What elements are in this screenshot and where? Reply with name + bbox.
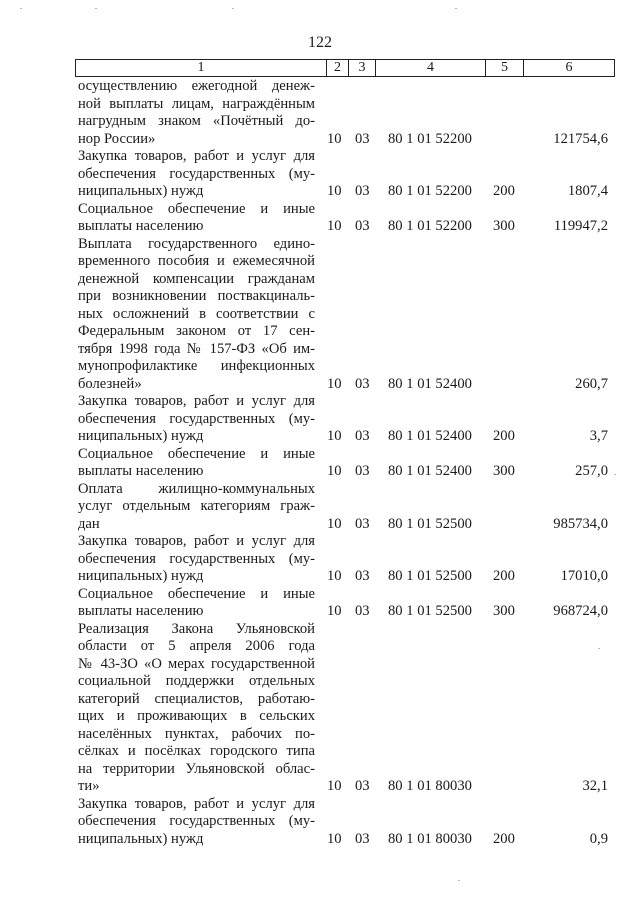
header-col-1: 1 — [76, 60, 327, 76]
target-item-code: 80 1 01 52200 — [388, 183, 472, 199]
description-line: выплаты населению — [78, 603, 204, 619]
subsection-code: 03 — [355, 463, 370, 479]
description-line: сёлках и посёлках городского типа — [78, 743, 315, 759]
description-line: Закупка товаров, работ и услуг для — [78, 795, 315, 812]
description-line: ниципальных) нужд — [78, 183, 204, 199]
scan-speck — [458, 880, 460, 881]
header-col-6: 6 — [565, 60, 573, 75]
description-line: Закупка товаров, работ и услуг для — [78, 393, 315, 409]
description-line: нор России» — [78, 130, 156, 147]
subsection-code: 03 — [355, 568, 370, 584]
description-line: ниципальных) нужд — [78, 568, 204, 584]
amount: 121754,6 — [553, 130, 608, 147]
description-line: мунопрофилактике инфекционных — [78, 358, 315, 374]
subsection-code: 03 — [355, 218, 370, 234]
description-line: Реализация Закона Ульяновской — [78, 620, 315, 637]
description-line: ных осложнений в соответствии с — [78, 305, 315, 322]
table-row — [78, 393, 608, 446]
target-item-code: 80 1 01 52200 — [388, 218, 472, 234]
header-col-3: 3 — [349, 60, 376, 76]
table-row — [78, 236, 608, 394]
amount: 32,1 — [582, 778, 608, 794]
target-item-code: 80 1 01 52500 — [388, 515, 472, 532]
target-item-code: 80 1 01 52200 — [388, 130, 472, 147]
description-line: тября 1998 года № 157-ФЗ «Об им- — [78, 340, 315, 357]
description-line: Федеральным законом от 17 сен- — [78, 323, 315, 339]
section-code: 10 — [327, 603, 342, 619]
section-code: 10 — [327, 183, 342, 199]
row-description — [78, 148, 315, 201]
expense-type-code: 200 — [493, 428, 515, 444]
target-item-code: 80 1 01 52500 — [388, 568, 472, 584]
description-line: обеспечения государственных (му- — [78, 165, 315, 182]
description-line: денежной компенсации гражданам — [78, 270, 315, 287]
scan-speck — [95, 8, 97, 9]
expense-type-code: 300 — [493, 603, 515, 619]
description-line: ной выплаты лицам, награждённым — [78, 95, 315, 112]
expense-type-code: 300 — [493, 218, 515, 234]
section-code: 10 — [327, 778, 342, 794]
table-row — [78, 201, 608, 236]
target-item-code: 80 1 01 52500 — [388, 603, 472, 619]
row-description — [78, 393, 315, 446]
table-row — [78, 78, 608, 148]
table-row — [78, 148, 608, 201]
amount: 260,7 — [575, 375, 608, 392]
description-line: выплаты населению — [78, 463, 204, 479]
amount: 17010,0 — [560, 568, 608, 584]
expense-type-code: 300 — [493, 463, 515, 479]
target-item-code: 80 1 01 52400 — [388, 463, 472, 479]
description-line: ти» — [78, 778, 100, 794]
row-description — [78, 481, 315, 534]
row-description — [78, 201, 315, 236]
description-line: населённых пунктах, рабочих по- — [78, 725, 315, 742]
description-line: обеспечения государственных (му- — [78, 410, 315, 427]
table-row — [78, 481, 608, 534]
header-col-4: 4 — [376, 60, 486, 76]
row-description — [78, 78, 315, 148]
description-line: на территории Ульяновской облас- — [78, 760, 315, 777]
subsection-code: 03 — [355, 375, 370, 392]
row-description — [78, 621, 315, 796]
target-item-code: 80 1 01 52400 — [388, 375, 472, 392]
amount: 0,9 — [589, 830, 608, 847]
description-line: дан — [78, 515, 100, 532]
subsection-code: 03 — [355, 515, 370, 532]
row-description — [78, 446, 315, 481]
amount: 3,7 — [589, 428, 608, 444]
section-code: 10 — [327, 130, 342, 147]
subsection-code: 03 — [355, 130, 370, 147]
table-row — [78, 533, 608, 586]
target-item-code: 80 1 01 52400 — [388, 428, 472, 444]
scan-speck — [455, 8, 457, 9]
row-description — [78, 796, 315, 849]
description-line: Закупка товаров, работ и услуг для — [78, 533, 315, 549]
description-line: Социальное обеспечение и иные — [78, 445, 315, 462]
description-line: Выплата государственного едино- — [78, 235, 315, 252]
amount: 968724,0 — [553, 603, 608, 619]
section-code: 10 — [327, 515, 342, 532]
section-code: 10 — [327, 463, 342, 479]
description-line: при возникновении поствакциналь- — [78, 288, 315, 304]
description-line: временного пособия и ежемесячной — [78, 253, 315, 269]
description-line: Оплата жилищно-коммунальных — [78, 480, 315, 497]
row-description — [78, 586, 315, 621]
description-line: обеспечения государственных (му- — [78, 550, 315, 567]
expense-type-code: 200 — [493, 183, 515, 199]
section-code: 10 — [327, 375, 342, 392]
budget-table-body — [78, 78, 608, 848]
amount: 1807,4 — [567, 183, 608, 199]
section-code: 10 — [327, 830, 342, 847]
subsection-code: 03 — [355, 183, 370, 199]
description-line: Закупка товаров, работ и услуг для — [78, 148, 315, 164]
description-line: Социальное обеспечение и иные — [78, 200, 315, 217]
section-code: 10 — [327, 218, 342, 234]
table-header — [75, 59, 615, 77]
section-code: 10 — [327, 428, 342, 444]
subsection-code: 03 — [355, 603, 370, 619]
table-row — [78, 446, 608, 481]
table-row — [78, 621, 608, 796]
description-line: обеспечения государственных (му- — [78, 813, 315, 829]
amount: 985734,0 — [553, 515, 608, 532]
description-line: категорий специалистов, работаю- — [78, 690, 315, 707]
expense-type-code: 200 — [493, 568, 515, 584]
description-line: выплаты населению — [78, 218, 204, 234]
amount: 119947,2 — [553, 218, 608, 234]
header-col-2: 2 — [327, 60, 349, 76]
section-code: 10 — [327, 568, 342, 584]
description-line: услуг отдельным категориям граж- — [78, 498, 315, 514]
description-line: щих и проживающих в сельских — [78, 708, 315, 724]
row-description — [78, 533, 315, 586]
scan-speck — [20, 8, 22, 9]
amount: 257,0 — [575, 463, 608, 479]
subsection-code: 03 — [355, 428, 370, 444]
description-line: болезней» — [78, 375, 142, 392]
header-col-5: 5 — [486, 60, 524, 76]
target-item-code: 80 1 01 80030 — [388, 778, 472, 794]
scan-speck — [232, 8, 234, 9]
scan-speck — [598, 648, 600, 649]
description-line: нагрудным знаком «Почётный до- — [78, 113, 315, 129]
table-row — [78, 796, 608, 849]
description-line: № 43-ЗО «О мерах государственной — [78, 655, 315, 672]
target-item-code: 80 1 01 80030 — [388, 830, 472, 847]
description-line: ниципальных) нужд — [78, 830, 204, 847]
description-line: ниципальных) нужд — [78, 428, 204, 444]
subsection-code: 03 — [355, 778, 370, 794]
subsection-code: 03 — [355, 830, 370, 847]
description-line: Социальное обеспечение и иные — [78, 585, 315, 602]
expense-type-code: 200 — [493, 830, 515, 847]
scan-speck — [614, 474, 616, 475]
page-number: 122 — [308, 34, 332, 51]
row-description — [78, 236, 315, 394]
description-line: социальной поддержки отдельных — [78, 673, 315, 689]
description-line: осуществлению ежегодной денеж- — [78, 78, 315, 94]
description-line: области от 5 апреля 2006 года — [78, 638, 315, 654]
table-row — [78, 586, 608, 621]
